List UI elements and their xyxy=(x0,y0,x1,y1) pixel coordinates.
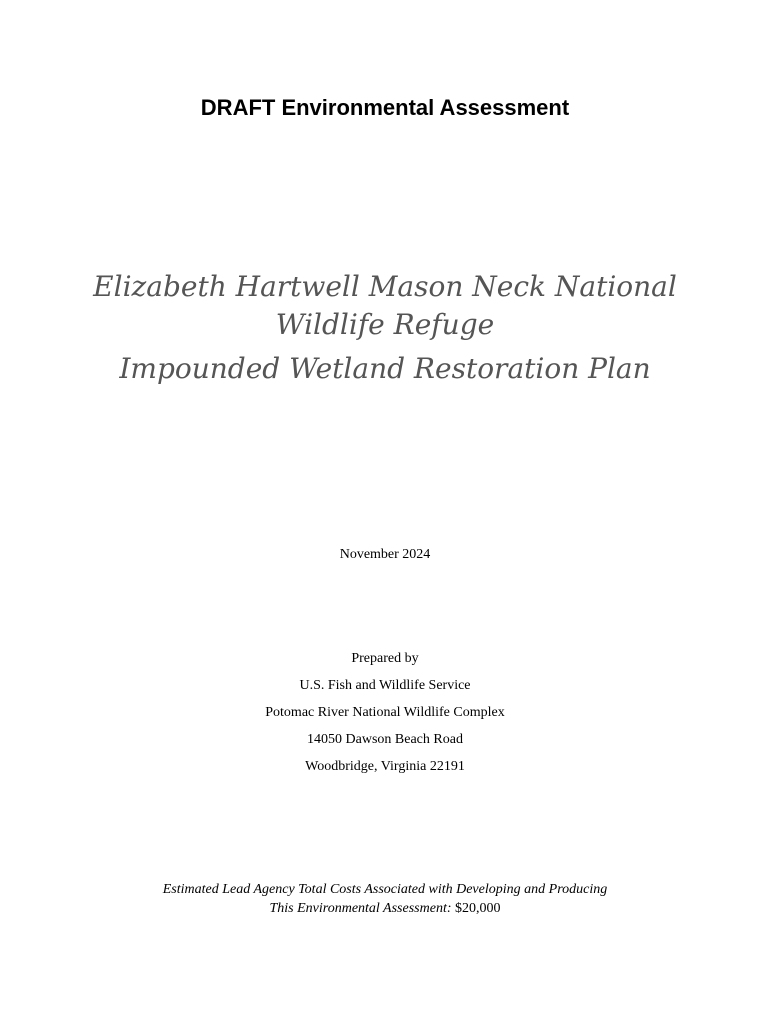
prepared-by-block xyxy=(0,645,770,780)
cost-line-2-label: This Environmental Assessment: xyxy=(269,901,452,916)
prepared-by-label: Prepared by xyxy=(351,651,419,666)
title-line-1: Elizabeth Hartwell Mason Neck National xyxy=(93,270,677,303)
document-date: November 2024 xyxy=(339,547,431,562)
cost-line-1 xyxy=(0,880,770,899)
document-subtitle: Impounded Wetland Restoration Plan xyxy=(119,352,651,385)
cost-amount: $20,000 xyxy=(455,901,501,916)
street-address: 14050 Dawson Beach Road xyxy=(307,732,463,747)
document-heading: DRAFT Environmental Assessment xyxy=(200,95,570,120)
agency-name: U.S. Fish and Wildlife Service xyxy=(299,678,471,693)
cost-statement xyxy=(0,880,770,918)
document-title xyxy=(60,268,710,388)
cost-line-1-text: Estimated Lead Agency Total Costs Associated with Developing and Producing xyxy=(162,882,608,897)
title-line-2: Wildlife Refuge xyxy=(275,308,495,341)
office-name: Potomac River National Wildlife Complex xyxy=(265,705,505,720)
city-state-zip: Woodbridge, Virginia 22191 xyxy=(305,759,465,774)
cost-line-2 xyxy=(0,899,770,918)
